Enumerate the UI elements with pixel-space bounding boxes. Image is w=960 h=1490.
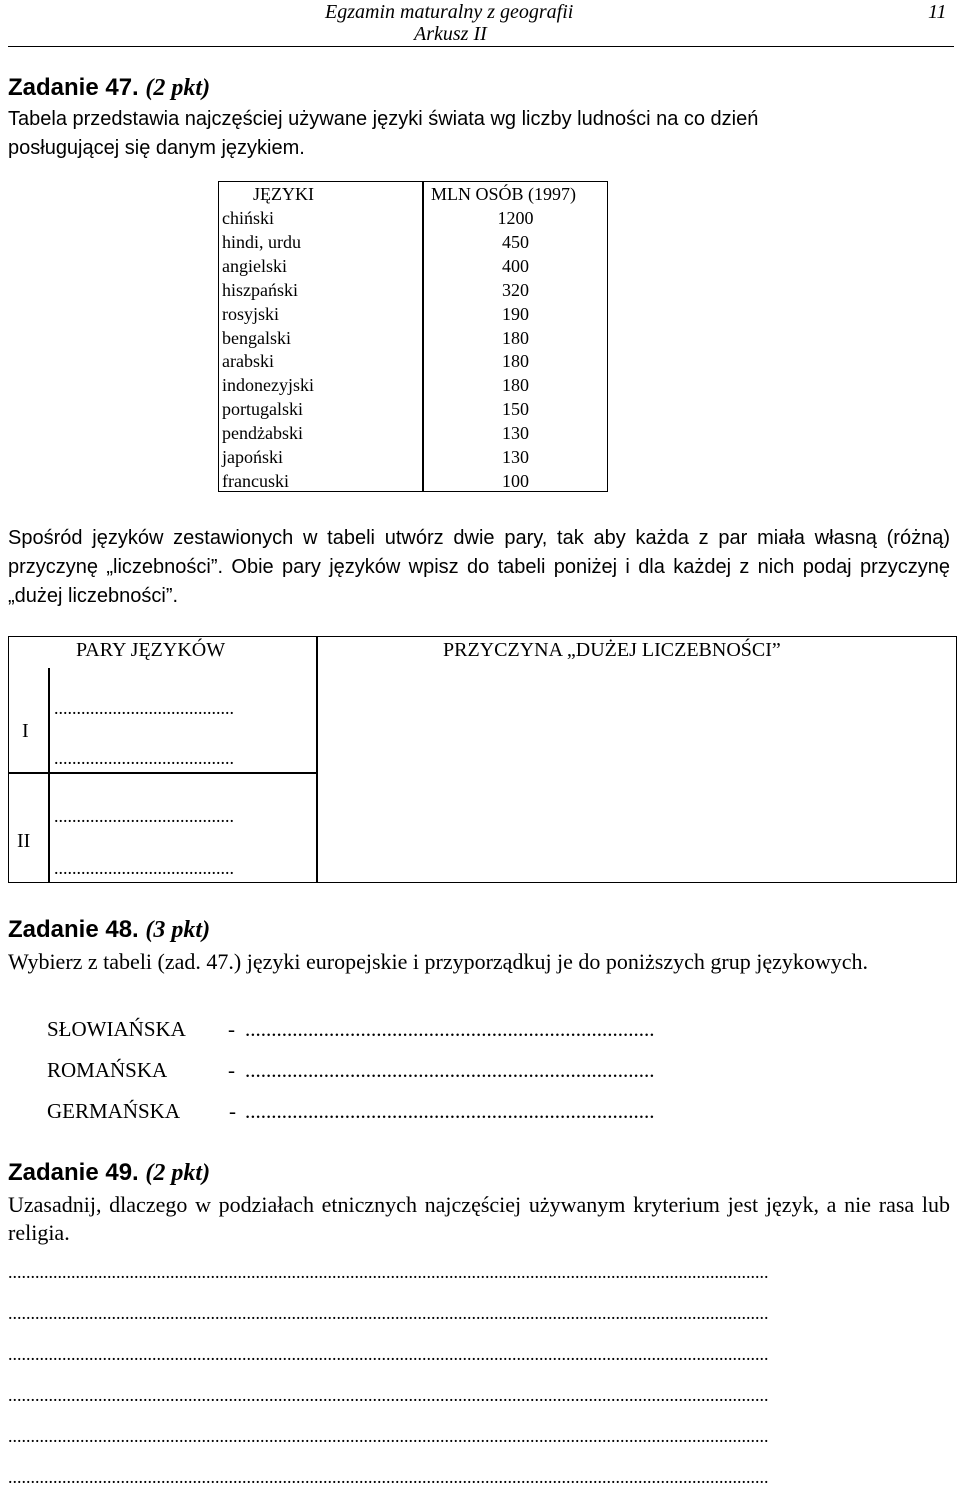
row-label-2: II — [17, 830, 31, 852]
language-speakers: 100 — [502, 470, 529, 491]
language-group-dash: - — [228, 1058, 235, 1082]
language-speakers: 180 — [502, 375, 529, 396]
column-header-millions: MLN OSÓB (1997) — [431, 184, 577, 204]
language-group-answer-blank[interactable]: .............................................................................. — [245, 1058, 655, 1082]
exam-subtitle: Arkusz II — [414, 23, 487, 45]
task-49-instruction: Uzasadnij, dlaczego w podziałach etnicznych najczęściej używanym kryterium jest język, a nie rasa lub religia. — [8, 1192, 950, 1245]
language-speakers: 150 — [502, 399, 529, 420]
language-speakers: 130 — [502, 447, 529, 467]
column-header-languages: JĘZYKI — [253, 184, 314, 204]
exam-title: Egzamin maturalny z geografii — [325, 1, 574, 23]
answer-line[interactable]: ......................................................................................................................................................................... — [8, 1426, 769, 1446]
language-name: indonezyjski — [222, 375, 314, 396]
task-47-title — [8, 74, 210, 102]
pairs-table — [8, 636, 957, 883]
answer-line[interactable]: ......................................................................................................................................................................... — [8, 1344, 769, 1364]
answer-line[interactable]: ......................................................................................................................................................................... — [8, 1385, 769, 1405]
language-speakers: 190 — [502, 303, 529, 324]
table-row — [219, 280, 607, 304]
task-47-intro-line1: Tabela przedstawia najczęściej używane języki świata wg liczby ludności na co dzień — [8, 108, 759, 130]
table-row — [219, 471, 607, 495]
language-name: japoński — [222, 447, 283, 467]
table-row — [219, 375, 607, 399]
task-47-points: (2 pkt) — [145, 75, 211, 101]
task-47-intro-line2: posługującej się danym językiem. — [8, 137, 305, 159]
language-group-name: SŁOWIAŃSKA — [47, 1017, 186, 1041]
pairs-vline-mid — [316, 637, 318, 882]
page-number: 11 — [928, 1, 947, 23]
language-speakers: 450 — [502, 231, 529, 252]
language-name: pendżabski — [222, 423, 303, 444]
language-name: rosyjski — [222, 303, 280, 324]
language-group-dash: - — [228, 1017, 235, 1041]
task-48-title — [8, 916, 210, 944]
row-label-1: I — [22, 720, 29, 742]
language-name: bengalski — [222, 327, 291, 348]
pair-1-blank-2[interactable]: ........................................ — [54, 748, 234, 768]
table-row — [219, 232, 607, 256]
task-48-points: (3 pkt) — [145, 917, 211, 943]
answer-line[interactable]: ......................................................................................................................................................................... — [8, 1262, 769, 1282]
task-49-number: Zadanie 49. — [8, 1159, 139, 1186]
table-row — [219, 328, 607, 352]
pairs-vline-left — [48, 668, 50, 882]
task-47-instruction: Spośród języków zestawionych w tabeli utwórz dwie pary, tak aby każda z par miała własną (różną) przyczynę „liczebności”. Obie pary języków wpisz do tabeli poniżej i dla każdej z nich podaj przyczynę „dużej liczebności”. — [8, 527, 950, 607]
language-speakers: 130 — [502, 423, 529, 444]
table-row — [219, 351, 607, 375]
task-47-number: Zadanie 47. — [8, 74, 139, 101]
column-header-pairs: PARY JĘZYKÓW — [76, 639, 226, 661]
language-name: arabski — [222, 351, 274, 372]
column-header-reason: PRZYCZYNA „DUŻEJ LICZEBNOŚCI” — [443, 639, 781, 661]
task-49-title — [8, 1159, 210, 1187]
language-group-dash: - — [229, 1099, 236, 1123]
language-speakers: 320 — [502, 279, 529, 300]
language-speakers: 400 — [502, 255, 529, 276]
language-speakers: 180 — [502, 351, 529, 372]
pair-2-blank-2[interactable]: ........................................ — [54, 858, 234, 878]
table-row — [219, 447, 607, 471]
language-group-answer-blank[interactable]: .............................................................................. — [245, 1017, 655, 1041]
language-group-name: GERMAŃSKA — [47, 1099, 181, 1123]
task-48-number: Zadanie 48. — [8, 916, 139, 943]
table-row — [219, 304, 607, 328]
header-rule — [8, 46, 954, 47]
language-name: angielski — [222, 255, 287, 276]
pairs-header-sep — [48, 666, 316, 668]
task-48-instruction: Wybierz z tabeli (zad. 47.) języki europejskie i przyporządkuj je do poniższych grup językowych. — [8, 949, 869, 974]
table-row — [219, 208, 607, 232]
language-speakers: 180 — [502, 327, 529, 348]
language-name: hindi, urdu — [222, 231, 301, 252]
languages-table — [218, 181, 608, 492]
language-name: chiński — [222, 208, 274, 228]
pair-1-blank-1[interactable]: ........................................ — [54, 698, 234, 718]
language-speakers: 1200 — [497, 208, 534, 228]
language-group-name: ROMAŃSKA — [47, 1058, 168, 1082]
answer-line[interactable]: ......................................................................................................................................................................... — [8, 1303, 769, 1323]
table-row — [219, 256, 607, 280]
language-name: portugalski — [222, 399, 303, 420]
table-row — [219, 423, 607, 447]
language-group-answer-blank[interactable]: .............................................................................. — [245, 1099, 655, 1123]
language-name: francuski — [222, 470, 289, 491]
pairs-hline — [9, 772, 316, 774]
pair-2-blank-1[interactable]: ........................................ — [54, 806, 234, 826]
table-row — [219, 399, 607, 423]
language-name: hiszpański — [222, 279, 298, 300]
answer-line[interactable]: ......................................................................................................................................................................... — [8, 1467, 769, 1487]
task-49-points: (2 pkt) — [145, 1160, 211, 1186]
